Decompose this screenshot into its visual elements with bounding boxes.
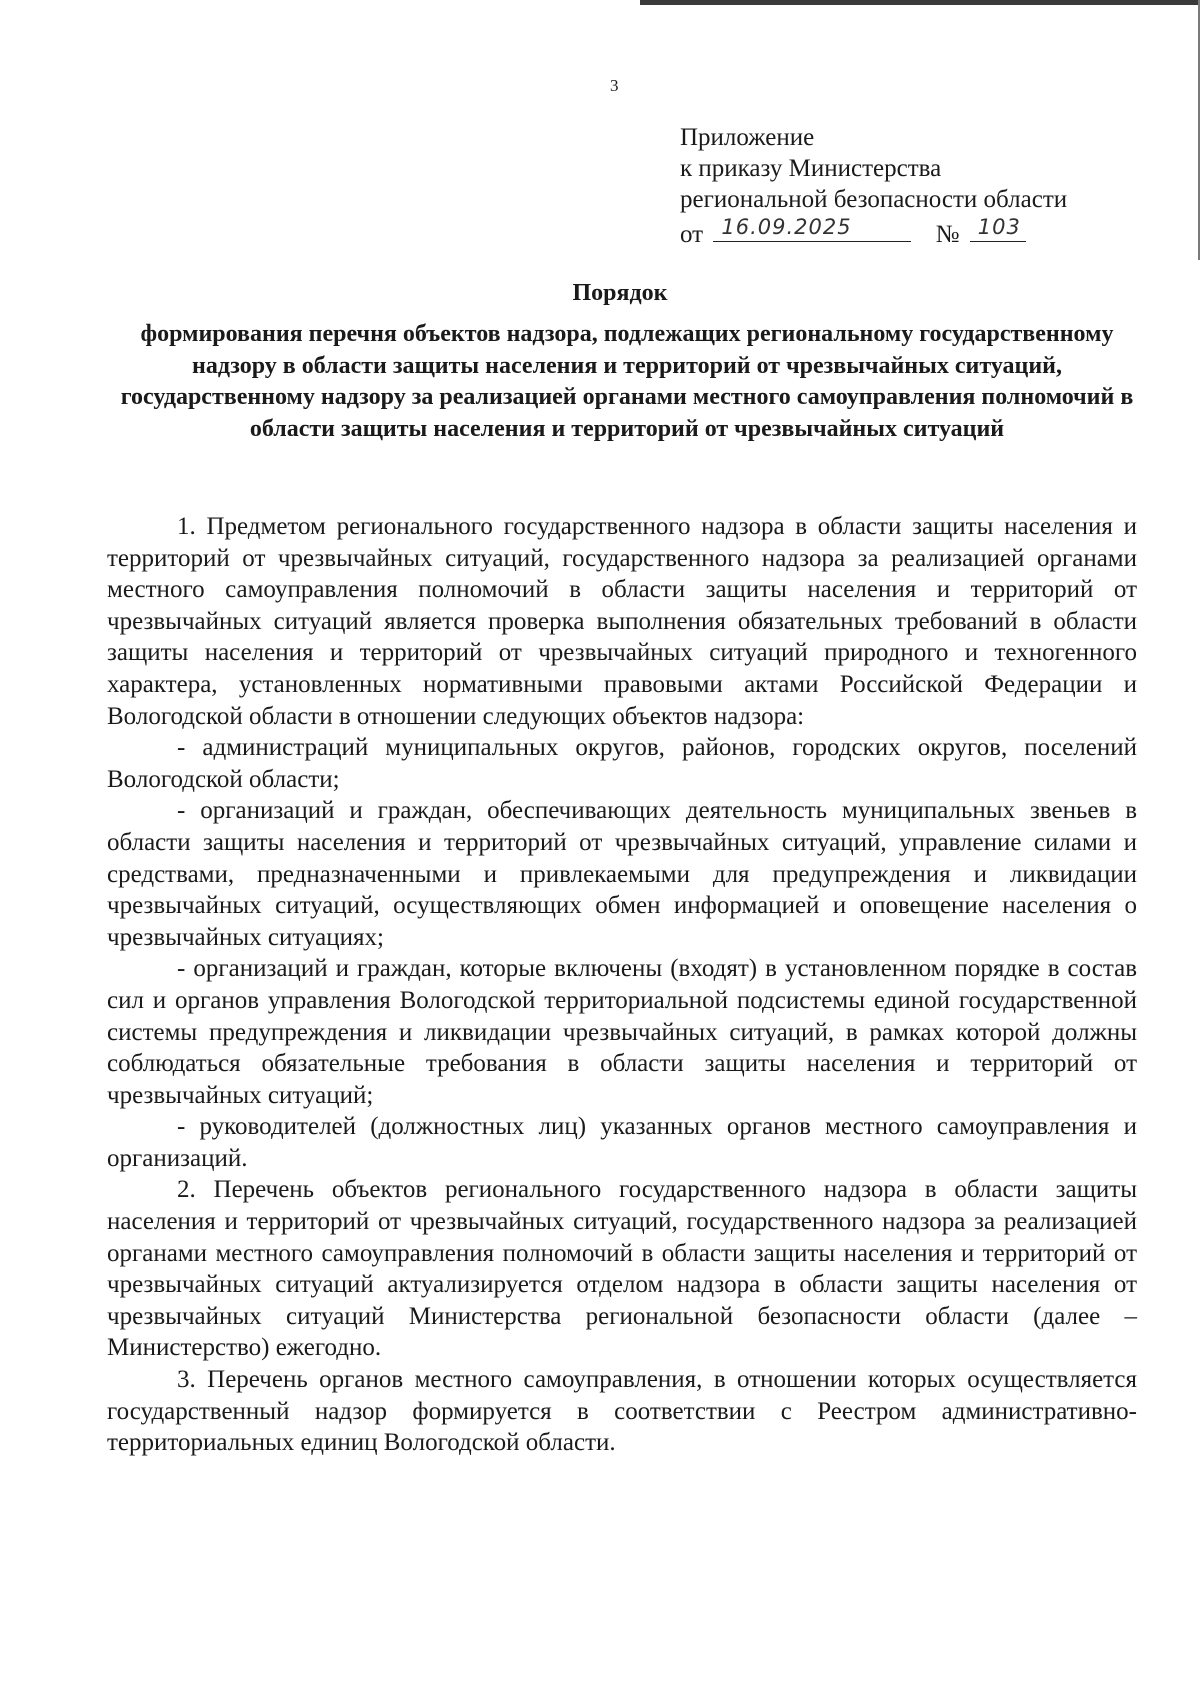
document-subtitle: формирования перечня объектов надзора, подлежащих региональному государственному надзору в области защиты населения и территорий от чрезвычайных ситуаций, государственному надзору за реализацией органами местного самоуправления полномочий в области защиты населения и территорий от чрезвычайных ситуаций [120, 321, 1134, 442]
appendix-line-2: к приказу Министерства [680, 155, 942, 182]
document-title: Порядок [572, 280, 668, 306]
date-prefix: от [680, 221, 704, 248]
scan-edge-top [640, 0, 1200, 5]
handwritten-number: 103 [977, 215, 1021, 239]
number-field [970, 215, 1026, 242]
appendix-block [680, 122, 1067, 250]
paragraph-2: 2. Перечень объектов регионального государственного надзора в области защиты населения и территорий от чрезвычайных ситуаций, государственного надзора за реализацией органами местного самоуправления полномочий в области защиты населения и территорий от чрезвычайных ситуаций актуализируется отделом надзора в области защиты населения от чрезвычайных ситуаций Министерства региональной безопасности области (далее – Министерство) ежегодно. [107, 1176, 1137, 1362]
paragraph-3: 3. Перечень органов местного самоуправления, в отношении которых осуществляется государственный надзор формируется в соответствии с Реестром административно-территориальных единиц Вологодской области. [107, 1366, 1137, 1457]
date-field [713, 215, 911, 242]
appendix-line-1: Приложение [680, 124, 815, 151]
paragraph-1: 1. Предметом регионального государственного надзора в области защиты населения и территорий от чрезвычайных ситуаций, государственного надзора за реализацией органами местного самоуправления полномочий в области защиты населения и территорий от чрезвычайных ситуаций является проверка выполнения обязательных требований в области защиты населения и территорий от чрезвычайных ситуаций природного и техногенного характера, установленных нормативными правовыми актами Российской Федерации и Вологодской области в отношении следующих объектов надзора: [107, 513, 1137, 730]
appendix-line-3: региональной безопасности области [680, 186, 1068, 213]
handwritten-date: 16.09.2025 [721, 215, 852, 239]
list-item-organizations-municipal-links: - организаций и граждан, обеспечивающих деятельность муниципальных звеньев в области защиты населения и территорий от чрезвычайных ситуаций, управление силами и средствами, предназначенными и привлекаемыми для предупреждения и ликвидации чрезвычайных ситуаций, осуществляющих обмен информацией и оповещение населения о чрезвычайных ситуациях; [107, 797, 1137, 951]
appendix-date-line [680, 215, 1067, 250]
list-item-municipal-administrations: - администраций муниципальных округов, районов, городских округов, поселений Вологодской области; [107, 734, 1137, 793]
number-sign: № [935, 221, 960, 248]
list-item-organizations-territorial-subsystem: - организаций и граждан, которые включены (входят) в установленном порядке в состав сил и органов управления Вологодской территориальной подсистемы единой государственной системы предупреждения и ликвидации чрезвычайных ситуаций, в рамках которой должны соблюдаться обязательные требования в области защиты населения и территорий от чрезвычайных ситуаций; [107, 955, 1137, 1109]
document-body [107, 511, 1137, 1459]
page-number: 3 [610, 76, 619, 95]
list-item-officials: - руководителей (должностных лиц) указанных органов местного самоуправления и организаций. [107, 1113, 1137, 1172]
